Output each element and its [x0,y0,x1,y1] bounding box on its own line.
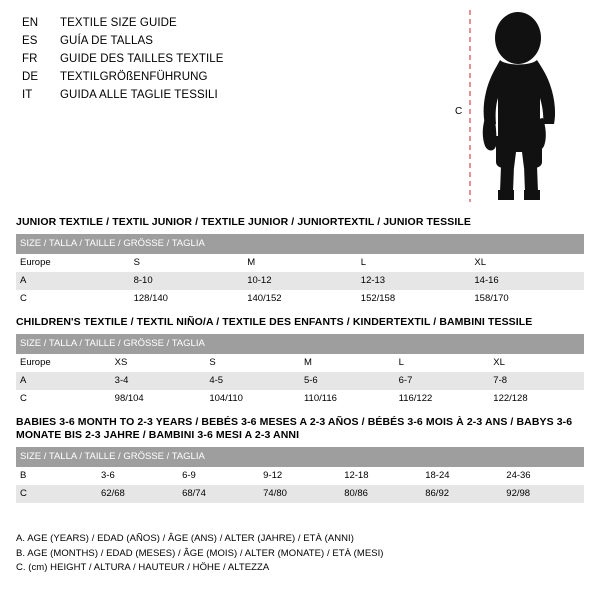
cell: 5-6 [300,372,395,390]
table-header-row [16,234,584,254]
table-header-row [16,334,584,354]
cell: 10-12 [243,272,357,290]
cell: 86/92 [421,485,502,503]
cell: 158/170 [470,290,584,308]
cell: 9-12 [259,467,340,485]
header-row [22,68,442,86]
table-row [16,372,584,390]
section-junior [16,216,584,308]
cell: 110/116 [300,390,395,408]
size-table-junior [16,234,584,308]
cell: 104/110 [205,390,300,408]
cell: 80/86 [340,485,421,503]
cell: 62/68 [97,485,178,503]
cell: XL [470,254,584,272]
row-label: C [16,485,97,503]
cell: 12-18 [340,467,421,485]
table-header-label: SIZE / TALLA / TAILLE / GRÖSSE / TAGLIA [16,447,584,467]
cell: S [205,354,300,372]
header-row [22,50,442,68]
header-lang-code: FR [22,53,38,65]
header-title-text: GUIDE DES TAILLES TEXTILE [60,53,224,65]
cell: 98/104 [111,390,206,408]
cell: 68/74 [178,485,259,503]
cell: 116/122 [395,390,490,408]
cell: L [357,254,471,272]
row-label: A [16,272,130,290]
table-row [16,390,584,408]
measure-label-c: C [455,106,463,117]
cell: 128/140 [130,290,244,308]
section-babies [16,416,584,503]
header-row [22,86,442,104]
cell: L [395,354,490,372]
header-row [22,32,442,50]
row-label: A [16,372,111,390]
section-title: CHILDREN'S TEXTILE / TEXTIL NIÑO/A / TEXTILE DES ENFANTS / KINDERTEXTIL / BAMBINI TESSILE [16,316,533,328]
section-children [16,316,584,408]
header-row [22,14,442,32]
legend [16,532,584,576]
cell: 7-8 [489,372,584,390]
cell: 74/80 [259,485,340,503]
cell: 6-9 [178,467,259,485]
cell: M [243,254,357,272]
row-label: B [16,467,97,485]
cell: M [300,354,395,372]
table-row [16,467,584,485]
toddler-silhouette-icon [452,6,592,206]
cell: 12-13 [357,272,471,290]
table-header-label: SIZE / TALLA / TAILLE / GRÖSSE / TAGLIA [16,334,584,354]
header-title-text: TEXTILGRÖßENFÜHRUNG [60,71,208,83]
table-row [16,354,584,372]
cell: S [130,254,244,272]
table-row [16,485,584,503]
section-title: BABIES 3-6 MONTH TO 2-3 YEARS / BEBÉS 3-6 MESES A 2-3 AÑOS / BÉBÉS 3-6 MOIS À 2-3 ANS / BABYS 3-6 MONATE BIS 2-3 JAHRE / BAMBINI 3-6 MESI A 2-3 ANNI [16,416,573,441]
table-row [16,254,584,272]
section-title: JUNIOR TEXTILE / TEXTIL JUNIOR / TEXTILE JUNIOR / JUNIORTEXTIL / JUNIOR TESSILE [16,216,471,228]
cell: 122/128 [489,390,584,408]
legend-line: B. AGE (MONTHS) / EDAD (MESES) / ÂGE (MOIS) / ALTER (MONATE) / ETÀ (MESI) [16,547,384,559]
legend-line: C. (cm) HEIGHT / ALTURA / HAUTEUR / HÖHE / ALTEZZA [16,562,270,573]
header-lang-code: ES [22,35,38,47]
header-lang-code: EN [22,17,39,29]
cell: 18-24 [421,467,502,485]
cell: 92/98 [502,485,584,503]
cell: 140/152 [243,290,357,308]
cell: 3-6 [97,467,178,485]
cell: 24-36 [502,467,584,485]
header-titles [22,14,442,104]
cell: 6-7 [395,372,490,390]
table-row [16,272,584,290]
size-table-babies [16,447,584,503]
row-label: Europe [16,354,111,372]
cell: XL [489,354,584,372]
row-label: C [16,290,130,308]
cell: 152/158 [357,290,471,308]
row-label: Europe [16,254,130,272]
cell: XS [111,354,206,372]
header-title-text: GUIDA ALLE TAGLIE TESSILI [60,89,218,101]
cell: 3-4 [111,372,206,390]
header-lang-code: DE [22,71,39,83]
legend-line: A. AGE (YEARS) / EDAD (AÑOS) / ÂGE (ANS) / ALTER (JAHRE) / ETÀ (ANNI) [16,533,354,544]
cell: 4-5 [205,372,300,390]
table-header-row [16,447,584,467]
cell: 14-16 [470,272,584,290]
row-label: C [16,390,111,408]
size-table-children [16,334,584,408]
cell: 8-10 [130,272,244,290]
header-title-text: TEXTILE SIZE GUIDE [60,17,177,29]
header-title-text: GUÍA DE TALLAS [60,35,154,47]
table-row [16,290,584,308]
table-header-label: SIZE / TALLA / TAILLE / GRÖSSE / TAGLIA [16,234,584,254]
header-lang-code: IT [22,89,33,101]
